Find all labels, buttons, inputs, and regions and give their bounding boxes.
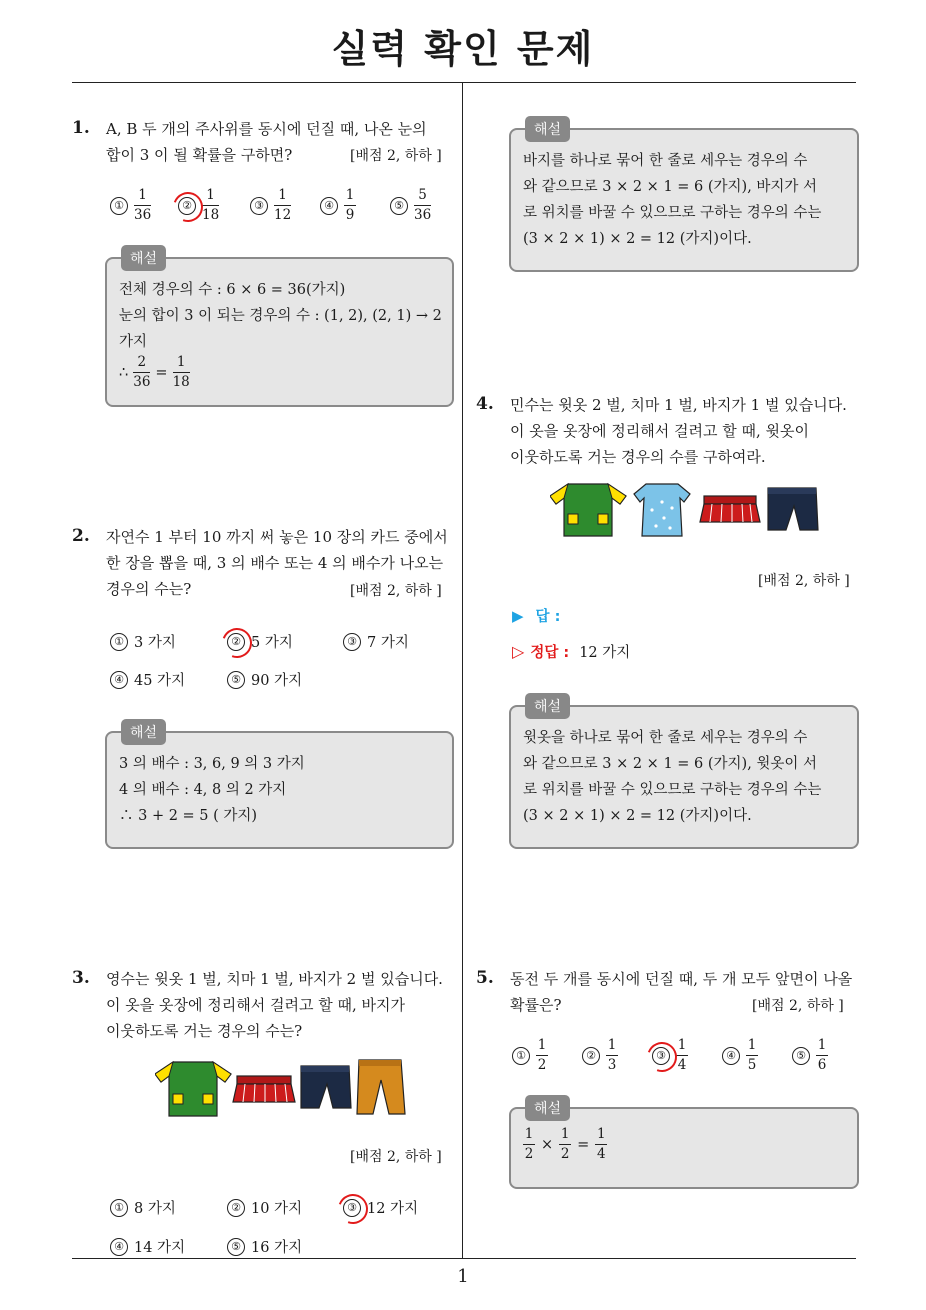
q3-solution-text: [523, 148, 847, 252]
option-marker: ⑤: [390, 197, 408, 215]
option-marker: [343, 1199, 361, 1217]
question-3-text: [106, 966, 458, 1044]
q5-option-1[interactable]: [512, 1038, 548, 1073]
solution-tag: 해설: [121, 719, 166, 745]
red-skirt-icon: [233, 1076, 295, 1102]
selected-mark-icon: [333, 1189, 373, 1229]
solution-tag: 해설: [525, 1095, 570, 1121]
option-text: 10 가지: [251, 1201, 303, 1217]
question-5-score: [배점 2, 하하 ]: [752, 998, 844, 1014]
option-marker: ②: [582, 1047, 600, 1065]
solution-line: 와 같으므로 3 × 2 × 1 = 6 (가지), 윗옷이 서: [523, 756, 818, 772]
q5-option-4[interactable]: [722, 1038, 758, 1073]
q5-option-2[interactable]: [582, 1038, 618, 1073]
page-number: 1: [457, 1266, 469, 1287]
solution-tag: 해설: [525, 116, 570, 142]
fraction-denominator: 4: [677, 1057, 687, 1073]
correct-answer-value: 12 가지: [579, 645, 631, 661]
question-5-line: 동전 두 개를 동시에 던질 때, 두 개 모두 앞면이 나올: [510, 970, 853, 988]
fraction-numerator: 1: [817, 1037, 827, 1053]
fraction-numerator: 1: [278, 187, 287, 203]
fraction-numerator: 1: [524, 1126, 534, 1142]
green-top-icon: [155, 1062, 231, 1116]
solution-line: (3 × 2 × 1) × 2 = 12 (가지)이다.: [523, 231, 752, 247]
question-1-score: [배점 2, 하하 ]: [350, 148, 442, 164]
q5-option-3[interactable]: [652, 1038, 688, 1073]
solution-line: 4 의 배수 : 4, 8 의 2 가지: [119, 782, 287, 798]
question-1-number: 1.: [72, 118, 90, 138]
option-text: 7 가지: [367, 635, 409, 651]
q2-solution-box: [105, 725, 454, 849]
fraction-denominator: 36: [133, 374, 151, 390]
question-1-line: A, B 두 개의 주사위를 동시에 던질 때, 나온 눈의: [106, 120, 427, 138]
q4-solution-box: [509, 699, 859, 849]
option-marker-text: ②: [182, 198, 192, 212]
fraction-denominator: 5: [747, 1057, 757, 1073]
q1-option-5[interactable]: [390, 188, 431, 223]
fraction-denominator: 36: [134, 207, 152, 223]
option-marker: ⑤: [227, 1238, 245, 1256]
equals-sign: =: [155, 364, 168, 381]
q3-solution-box: [509, 122, 859, 272]
option-text: 12 가지: [367, 1201, 419, 1217]
option-text: 3 가지: [134, 635, 176, 651]
question-4-line: 민수는 윗옷 2 벌, 치마 1 벌, 바지가 1 벌 있습니다.: [510, 396, 847, 414]
question-3-line: 이웃하도록 거는 경우의 수는?: [106, 1022, 303, 1040]
answer-row: [512, 605, 560, 626]
q2-option-2[interactable]: [227, 631, 293, 652]
option-text: 5 가지: [251, 635, 293, 651]
question-4-line: 이 옷을 옷장에 정리해서 걸려고 할 때, 윗옷이: [510, 422, 809, 440]
solution-tag: 해설: [525, 693, 570, 719]
question-3-line: 영수는 윗옷 1 벌, 치마 1 벌, 바지가 2 벌 있습니다.: [106, 970, 443, 988]
fraction-denominator: 2: [537, 1057, 547, 1073]
question-2-score: [배점 2, 하하 ]: [350, 583, 442, 599]
therefore-symbol: ∴: [119, 364, 129, 381]
fraction-numerator: 1: [677, 1037, 687, 1053]
option-marker: ④: [110, 671, 128, 689]
question-3-number: 3.: [72, 968, 90, 988]
correct-answer-row: [512, 641, 630, 662]
q5-option-5[interactable]: [792, 1038, 828, 1073]
q2-option-4[interactable]: [110, 669, 185, 690]
fraction-numerator: 1: [176, 354, 186, 370]
question-2-number: 2.: [72, 526, 90, 546]
fraction-numerator: 1: [747, 1037, 757, 1053]
fraction-denominator: 2: [524, 1146, 534, 1162]
fraction-numerator: 1: [607, 1037, 617, 1053]
fraction-numerator: 1: [345, 187, 355, 203]
red-skirt-icon: [700, 496, 760, 522]
navy-pants-icon: [301, 1066, 351, 1108]
q3-option-4[interactable]: [110, 1236, 185, 1257]
question-3-score: [배점 2, 하하 ]: [350, 1149, 442, 1165]
fraction-numerator: 2: [137, 354, 147, 370]
fraction-denominator: 18: [202, 207, 220, 223]
solution-line: 와 같으므로 3 × 2 × 1 = 6 (가지), 바지가 서: [523, 179, 818, 195]
option-text: 14 가지: [134, 1240, 186, 1256]
top-divider: [72, 82, 856, 83]
fraction-denominator: 3: [607, 1057, 617, 1073]
option-marker: ④: [320, 197, 338, 215]
option-marker: [178, 197, 196, 215]
option-marker: ⑤: [792, 1047, 810, 1065]
q1-solution-text: [119, 277, 442, 390]
q1-option-3[interactable]: [250, 188, 291, 223]
question-5-line: 확률은?: [510, 996, 562, 1014]
solution-line: 바지를 하나로 묶어 한 줄로 세우는 경우의 수: [523, 153, 808, 169]
question-4-line: 이웃하도록 거는 경우의 수를 구하여라.: [510, 448, 766, 466]
solution-line: [119, 355, 442, 390]
option-marker: ②: [227, 1199, 245, 1217]
fraction-numerator: 5: [418, 187, 427, 203]
q4-solution-text: [523, 725, 847, 829]
solution-line: 윗옷을 하나로 묶어 한 줄로 세우는 경우의 수: [523, 730, 808, 746]
question-2-line: 경우의 수는?: [106, 580, 192, 598]
solution-line: ∴ 3 + 2 = 5 ( 가지): [119, 808, 258, 824]
question-2-line: 한 장을 뽑을 때, 3 의 배수 또는 4 의 배수가 나오는: [106, 554, 444, 572]
fraction-numerator: 1: [597, 1126, 606, 1142]
q3-option-1[interactable]: [110, 1197, 176, 1218]
clothes-illustration: [155, 1058, 415, 1120]
option-marker: ①: [110, 1199, 128, 1217]
question-2-line: 자연수 1 부터 10 까지 써 놓은 10 장의 카드 중에서: [106, 528, 448, 546]
option-marker: ④: [110, 1238, 128, 1256]
q1-solution-box: [105, 251, 454, 407]
option-text: 16 가지: [251, 1240, 303, 1256]
fraction-denominator: 4: [597, 1146, 606, 1162]
option-marker: [652, 1047, 670, 1065]
question-4-number: 4.: [476, 394, 494, 414]
option-marker: ①: [512, 1047, 530, 1065]
fraction-denominator: 2: [560, 1146, 570, 1162]
question-5-number: 5.: [476, 968, 494, 988]
orange-pants-icon: [357, 1060, 405, 1114]
fraction-numerator: 1: [206, 187, 215, 203]
question-4-text: [510, 392, 862, 470]
option-marker: ①: [110, 197, 128, 215]
fraction-numerator: 1: [138, 187, 147, 203]
page-title: 실력 확인 문제: [331, 27, 595, 71]
option-text: 90 가지: [251, 673, 303, 689]
option-marker-text: ③: [347, 1200, 357, 1214]
solution-line: 가지: [119, 334, 148, 350]
solution-line: (3 × 2 × 1) × 2 = 12 (가지)이다.: [523, 808, 752, 824]
option-text: 8 가지: [134, 1201, 176, 1217]
q3-option-2[interactable]: [227, 1197, 302, 1218]
q2-solution-text: [119, 751, 442, 829]
answer-label: 답 :: [535, 609, 561, 625]
q1-option-4[interactable]: [320, 188, 356, 223]
selected-mark-icon: [217, 623, 257, 663]
fraction-denominator: 36: [414, 207, 432, 223]
fraction-denominator: 18: [172, 374, 190, 390]
solution-line: 눈의 합이 3 이 되는 경우의 수 : (1, 2), (2, 1) → 2: [119, 308, 442, 324]
question-4-score: [배점 2, 하하 ]: [758, 573, 850, 589]
q5-solution-text: [523, 1127, 847, 1162]
blue-blouse-icon: [634, 484, 690, 536]
solution-line: 로 위치를 바꿀 수 있으므로 구하는 경우의 수는: [523, 782, 822, 798]
q2-option-3[interactable]: [343, 631, 409, 652]
option-marker: ④: [722, 1047, 740, 1065]
option-marker: ③: [343, 633, 361, 651]
q2-option-5[interactable]: [227, 669, 302, 690]
green-top-icon: [550, 484, 626, 536]
q3-option-5[interactable]: [227, 1236, 302, 1257]
solution-line: 3 의 배수 : 3, 6, 9 의 3 가지: [119, 756, 305, 772]
option-marker: ③: [250, 197, 268, 215]
bottom-divider: [72, 1258, 856, 1259]
times-sign: ×: [541, 1136, 554, 1153]
option-marker-text: ③: [656, 1048, 666, 1062]
fraction-denominator: 9: [345, 207, 355, 223]
question-3-line: 이 옷을 옷장에 정리해서 걸려고 할 때, 바지가: [106, 996, 405, 1014]
fraction-denominator: 6: [817, 1057, 827, 1073]
q1-option-1[interactable]: [110, 188, 151, 223]
q5-solution-box: [509, 1101, 859, 1189]
navy-pants-icon: [768, 488, 818, 530]
fraction-numerator: 1: [560, 1126, 570, 1142]
solution-tag: 해설: [121, 245, 166, 271]
option-marker: ①: [110, 633, 128, 651]
clothes-illustration: [550, 480, 820, 540]
option-marker: [227, 633, 245, 651]
question-1-line: 합이 3 이 될 확률을 구하면?: [106, 146, 293, 164]
correct-answer-label: 정답 :: [530, 645, 570, 661]
outline-arrow-icon: ▷: [512, 642, 525, 661]
q3-option-3[interactable]: [343, 1197, 418, 1218]
q1-option-2[interactable]: [178, 188, 219, 223]
equals-sign: =: [577, 1136, 590, 1153]
play-arrow-icon: ▶: [512, 606, 524, 625]
column-divider: [462, 83, 463, 1259]
option-marker-text: ②: [231, 634, 241, 648]
solution-line: 로 위치를 바꿀 수 있으므로 구하는 경우의 수는: [523, 205, 822, 221]
option-marker: ⑤: [227, 671, 245, 689]
option-text: 45 가지: [134, 673, 186, 689]
q2-option-1[interactable]: [110, 631, 176, 652]
fraction-denominator: 12: [274, 207, 292, 223]
fraction-numerator: 1: [537, 1037, 547, 1053]
solution-line: 전체 경우의 수 : 6 × 6 = 36(가지): [119, 282, 346, 298]
